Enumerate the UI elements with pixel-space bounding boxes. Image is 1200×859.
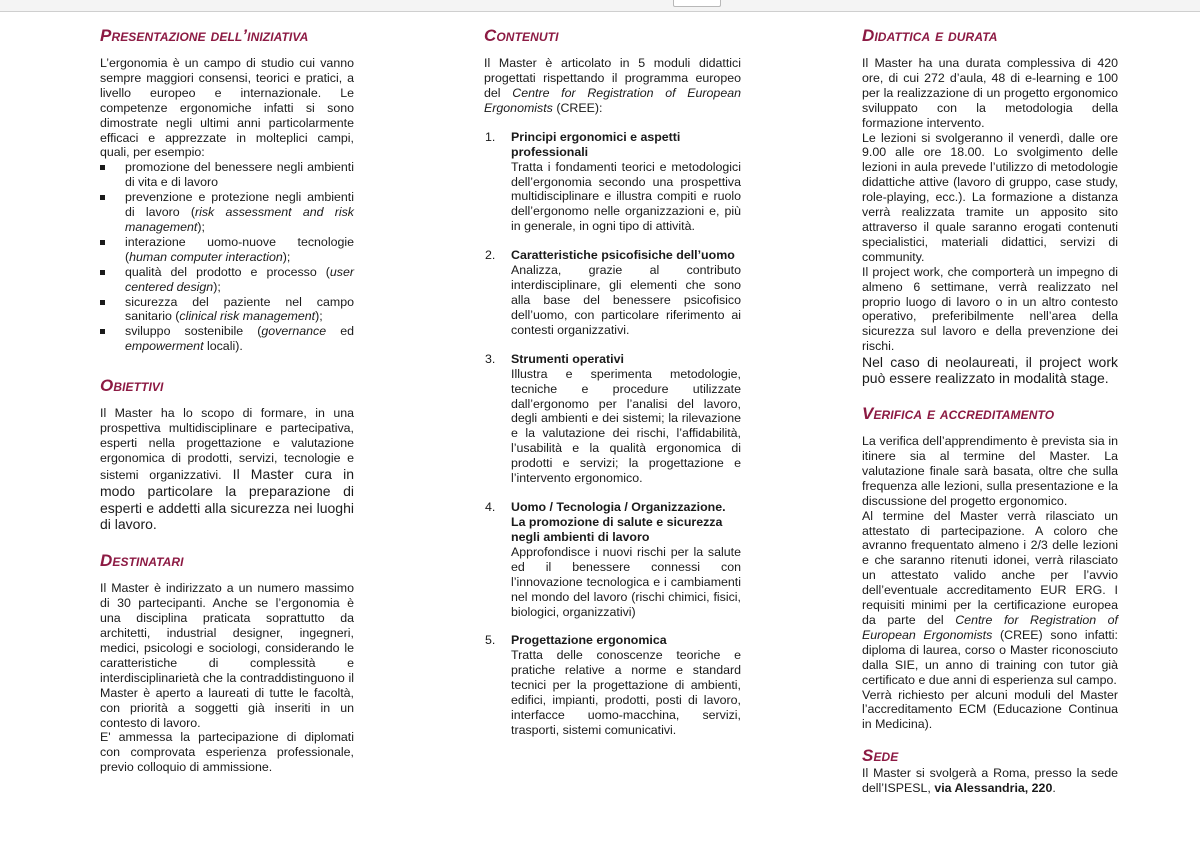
- square-bullet-icon: [100, 329, 105, 334]
- module-description: Illustra e sperimenta metodologie, tecniche e procedure utilizzate dall’ergonomo per l’analisi del lavoro, degli ambienti e dei sistemi; la rilevazione e la valutazione dei rischi, l’affidabilità, l’usabilità e la qualità ergonomica di prodotti e servizi; la progettazione e l’intervento ergonomico.: [511, 366, 741, 486]
- module-title: Principi ergonomici e aspetti professionali: [511, 129, 681, 159]
- modules-list: [484, 130, 741, 738]
- destinatari-paragraph-2: E' ammessa la partecipazione di diplomati con comprovata esperienza professionale, previo colloquio di ammissione.: [100, 730, 354, 775]
- module-item: [484, 352, 741, 486]
- heading-didattica: Didattica e durata: [862, 26, 998, 45]
- square-bullet-icon: [100, 270, 105, 275]
- presentazione-intro: L’ergonomia è un campo di studio cui vanno sempre maggiori consensi, teorici e pratici, a livello europeo e internazionale. Le competenze ergonomiche infatti si sono dimostrate negli ultimi anni particolarmente efficaci e apprezzate in molteplici campi, quali, per esempio:: [100, 56, 354, 160]
- verifica-paragraph-2: Al termine del Master verrà rilasciato un attestato di partecipazione. A coloro che avranno frequentato almeno i 2/3 delle lezioni e che saranno ritenuti idonei, verrà rilasciato un attestato valido anche per l’avvio dell’eventuale accreditamento EUR ERG. I requisiti minimi per la certificazione europea da parte del Centre for Registration of European Ergonomists (CREE) sono infatti: diploma di laurea, corso o Master riconosciuto dalla SIE, un anno di training con tutor già certificato e due anni di esperienza sul campo.: [862, 508, 1118, 687]
- viewer-toolbar: [0, 0, 1200, 12]
- module-description: Approfondisce i nuovi rischi per la salute ed il benessere connessi con l’innovazione tecnologica e i cambiamenti nel mondo del lavoro (rischi chimici, fisici, biologici, organizzativi): [511, 544, 741, 619]
- sede-text: Il Master si svolgerà a Roma, presso la sede dell’ISPESL, via Alessandria, 220.: [862, 766, 1118, 796]
- module-title: Progettazione ergonomica: [511, 633, 667, 648]
- contenuti-intro: Il Master è articolato in 5 moduli didattici progettati rispettando il programma europeo del Centre for Registration of European Ergonomists (CREE):: [484, 56, 741, 115]
- square-bullet-icon: [100, 195, 105, 200]
- module-item: [484, 633, 741, 737]
- didattica-paragraph-3: Il project work, che comporterà un impegno di almeno 6 settimane, verrà realizzato nel proprio luogo di lavoro o in un altro contesto operativo, preferibilmente nell’area della sicurezza sul lavoro e della prevenzione dei rischi.: [862, 264, 1118, 354]
- module-item: [484, 130, 741, 235]
- module-number: 5.: [485, 633, 496, 648]
- didattica-paragraph-2: Le lezioni si svolgeranno il venerdì, dalle ore 9.00 alle ore 18.00. Lo svolgimento delle lezioni in aula prevede l’utilizzo di metodologie didattiche attive (lavoro di gruppo, case study, role-playing, ecc.). La formazione a distanza verrà realizzata tramite un apposito sito attraverso il quale saranno erogati contenuti specialistici, materiali didattici, servizi di community.: [862, 130, 1118, 264]
- list-item: promozione del benessere negli ambienti di vita e di lavoro: [100, 160, 354, 190]
- module-title: Uomo / Tecnologia / Organizzazione. La promozione di salute e sicurezza negli ambienti di lavoro: [511, 499, 726, 544]
- module-item: [484, 500, 741, 620]
- section-sede: [862, 746, 1118, 796]
- list-item: qualità del prodotto e processo (user centered design);: [100, 265, 354, 295]
- section-destinatari: [100, 551, 354, 775]
- square-bullet-icon: [100, 300, 105, 305]
- list-item: sviluppo sostenibile (governance ed empowerment locali).: [100, 324, 354, 354]
- presentazione-bullet-list: [100, 160, 354, 354]
- heading-presentazione: Presentazione dell’iniziativa: [100, 26, 309, 45]
- module-description: Tratta delle conoscenze teoriche e pratiche relative a norme e standard tecnici per la progettazione di ambienti, edifici, impianti, prodotti, posti di lavoro, interfacce uomo-macchina, servizi, trasporti, sistemi comunicativi.: [511, 648, 741, 737]
- module-number: 4.: [485, 499, 496, 514]
- square-bullet-icon: [100, 240, 105, 245]
- heading-obiettivi: Obiettivi: [100, 376, 164, 396]
- column-left: [100, 26, 354, 775]
- list-item: prevenzione e protezione negli ambienti di lavoro (risk assessment and risk management);: [100, 190, 354, 235]
- list-item: sicurezza del paziente nel campo sanitario (clinical risk management);: [100, 295, 354, 325]
- module-number: 3.: [485, 351, 496, 366]
- module-number: 1.: [485, 129, 496, 144]
- section-didattica: [862, 26, 1118, 386]
- square-bullet-icon: [100, 165, 105, 170]
- heading-verifica: Verifica e accreditamento: [862, 404, 1055, 424]
- didattica-paragraph-1: Il Master ha una durata complessiva di 420 ore, di cui 272 d’aula, 48 di e-learning e 100 per la realizzazione di un progetto ergonomico sviluppato con la metodologia della formazione intervento.: [862, 56, 1118, 130]
- heading-contenuti: Contenuti: [484, 26, 559, 45]
- section-contenuti: [484, 26, 741, 738]
- section-verifica: [862, 404, 1118, 732]
- module-item: [484, 248, 741, 338]
- module-description: Tratta i fondamenti teorici e metodologici dell’ergonomia secondo una prospettiva multidisciplinare e illustra compiti e ruolo dell’ergonomo nelle organizzazioni e, più in generale, in ogni tipo di attività.: [511, 159, 741, 234]
- sede-address: via Alessandria, 220: [934, 781, 1053, 796]
- obiettivi-text: Il Master ha lo scopo di formare, in una prospettiva multidisciplinare e partecipativa, esperti nella progettazione e valutazione ergonomica di prodotti, servizi, tecnologie e sistemi organizzativi. Il Master cura in modo particolare la preparazione di esperti e addetti alla sicurezza nei luoghi di lavoro.: [100, 406, 354, 533]
- toolbar-handle[interactable]: [673, 0, 721, 7]
- module-title: Caratteristiche psicofisiche dell’uomo: [511, 248, 735, 263]
- section-presentazione: [100, 26, 354, 354]
- module-description: Analizza, grazie al contributo interdisciplinare, gli elementi che sono alla base del benessere psicofisico dell’uomo, con particolare riferimento ai contesti organizzativi.: [511, 263, 741, 337]
- list-item: interazione uomo-nuove tecnologie (human computer interaction);: [100, 235, 354, 265]
- verifica-paragraph-1: La verifica dell’apprendimento è prevista sia in itinere sia al termine del Master. La valutazione finale sarà basata, oltre che sulla frequenza alle lezioni, sulla presentazione e la discussione del progetto ergonomico.: [862, 434, 1118, 508]
- module-number: 2.: [485, 248, 496, 263]
- column-middle: [484, 26, 741, 752]
- column-right: [862, 26, 1118, 796]
- verifica-paragraph-3: Verrà richiesto per alcuni moduli del Master l’accreditamento ECM (Educazione Continua in Medicina).: [862, 687, 1118, 732]
- didattica-paragraph-4: Nel caso di neolaureati, il project work può essere realizzato in modalità stage.: [862, 354, 1118, 387]
- section-obiettivi: [100, 376, 354, 533]
- module-title: Strumenti operativi: [511, 351, 624, 366]
- heading-sede: Sede: [862, 746, 899, 766]
- heading-destinatari: Destinatari: [100, 551, 184, 571]
- destinatari-paragraph-1: Il Master è indirizzato a un numero massimo di 30 partecipanti. Anche se l’ergonomia è una disciplina praticata soprattutto da architetti, industrial designer, ingegneri, medici, psicologi e sociologi, considerando le caratteristiche di complessità e interdisciplinarietà che la contraddistinguono il Master è aperto a laureati di tutte le facoltà, con priorità a soggetti già inseriti in un contesto di lavoro.: [100, 581, 354, 730]
